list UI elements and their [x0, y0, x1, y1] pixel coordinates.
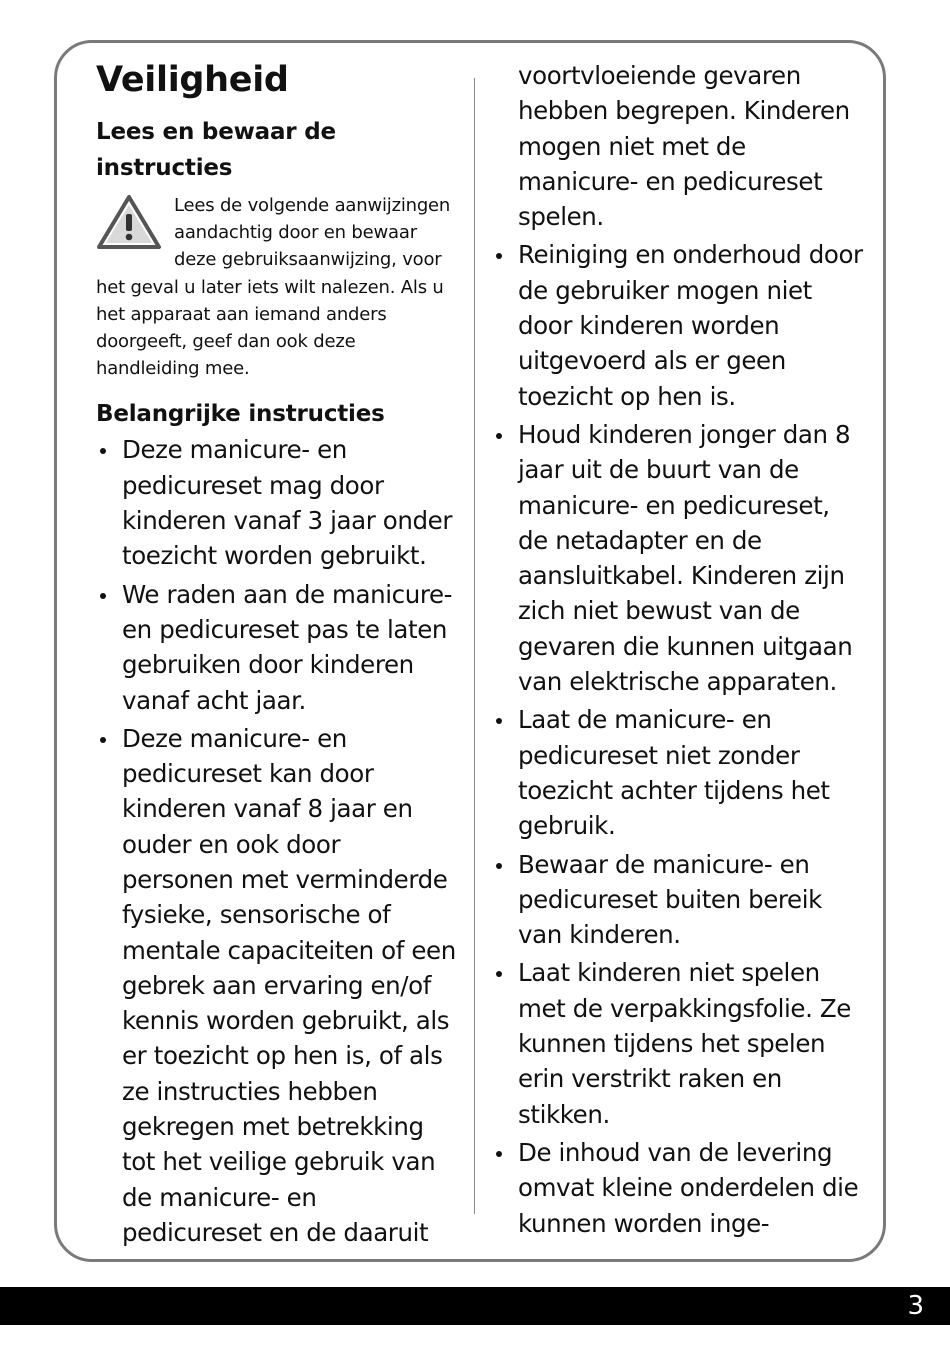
bullet-dot-icon: [496, 433, 502, 439]
right-bullet-list: [492, 58, 864, 1241]
left-bullet-list: [96, 432, 458, 1250]
bullet-dot-icon: [100, 448, 106, 454]
read-instructions-body: Lees de volgende aanwijzingen aandachtig door en bewaar deze gebruiksaanwijzing, voor het geval u later iets wilt nalezen. Als u het apparaat aan iemand anders doorgeeft, geef dan ook deze handleiding mee.: [96, 195, 451, 380]
bullet-dot-icon: [100, 593, 106, 599]
list-item: Laat kinderen niet spelen met de verpakkingsfolie. Ze kunnen tijdens het spelen erin verstrikt raken en stikken.: [492, 955, 864, 1131]
list-item: Reiniging en onderhoud door de gebruiker mogen niet door kinderen worden uitgevoerd als er geen toezicht op hen is.: [492, 237, 864, 413]
bullet-dot-icon: [496, 863, 502, 869]
footer-bar: [0, 1287, 950, 1325]
warning-triangle-icon: [96, 194, 162, 250]
important-instructions-heading: Belangrijke instructies: [96, 401, 385, 428]
bullet-dot-icon: [496, 1151, 502, 1157]
right-column: [492, 58, 864, 1244]
bullet-dot-icon: [496, 253, 502, 259]
left-column: [96, 56, 458, 1253]
bullet-dot-icon: [100, 737, 106, 743]
column-divider: [474, 78, 475, 1214]
list-item: Houd kinderen jonger dan 8 jaar uit de buurt van de manicure- en pedicureset, de netadapter en de aansluitkabel. Kinderen zijn zich niet bewust van de gevaren die kunnen uitgaan van elektrische apparaten.: [492, 417, 864, 699]
list-item: Deze manicure- en pedicureset kan door kinderen vanaf 8 jaar en ouder en ook door personen met verminderde fysieke, sensorische of mentale capaciteiten of een gebrek aan ervaring en/of kennis worden gebruikt, als er toezicht op hen is, of als ze instructies hebben gekregen met betrekking tot het veilige gebruik van de manicure- en pedicureset en de daaruit: [96, 721, 458, 1250]
read-instructions-text: [96, 192, 458, 382]
list-item: We raden aan de manicure- en pedicureset pas te laten gebruiken door kinderen vanaf acht jaar.: [96, 577, 458, 718]
list-item: De inhoud van de levering omvat kleine onderdelen die kunnen worden inge-: [492, 1135, 864, 1241]
bullet-dot-icon: [496, 971, 502, 977]
page-title: Veiligheid: [96, 60, 289, 100]
list-item: Laat de manicure- en pedicureset niet zonder toezicht achter tijdens het gebruik.: [492, 702, 864, 843]
list-item: Deze manicure- en pedicureset mag door kinderen vanaf 3 jaar onder toezicht worden gebruikt.: [96, 432, 458, 573]
bullet-dot-icon: [496, 718, 502, 724]
list-item-continuation: voortvloeiende gevaren hebben begrepen. Kinderen mogen niet met de manicure- en pedicureset spelen.: [518, 61, 850, 232]
list-item: Bewaar de manicure- en pedicureset buiten bereik van kinderen.: [492, 847, 864, 953]
page-number: 3: [907, 1291, 924, 1321]
read-instructions-heading: Lees en bewaar de instructies: [96, 119, 336, 181]
